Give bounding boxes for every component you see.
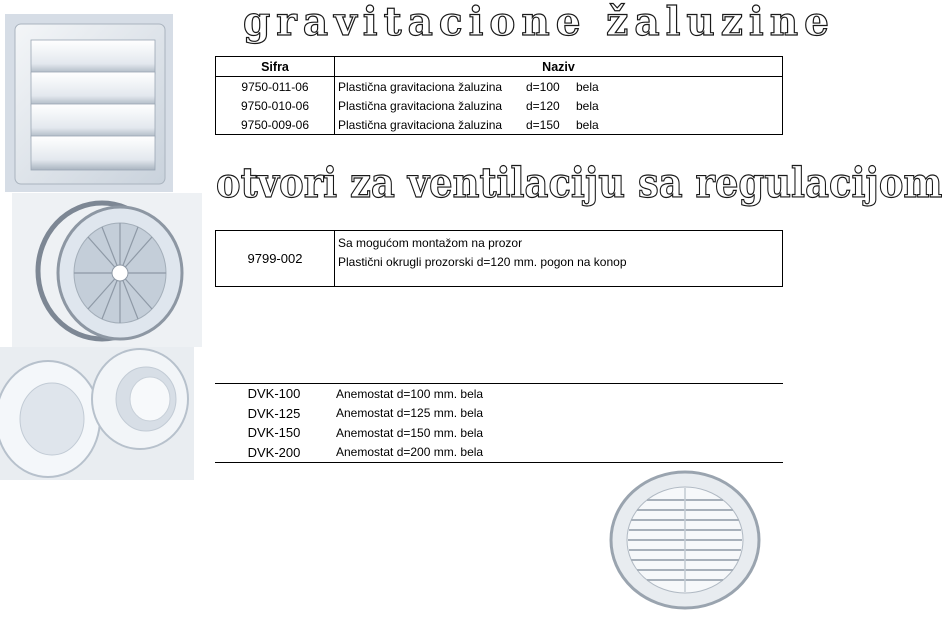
- product-dimension: d=150: [526, 117, 560, 132]
- product-code: DVK-125: [247, 405, 301, 421]
- column-header-code: Sifra: [216, 57, 335, 77]
- table-row: [216, 77, 783, 97]
- table-header-row: [216, 57, 783, 77]
- product-description: Anemostat d=125 mm. bela: [336, 406, 484, 421]
- product-name: Plastična gravitaciona žaluzina: [338, 117, 503, 132]
- product-dimension: d=100: [526, 79, 560, 94]
- product-color: bela: [576, 117, 599, 132]
- product-code: DVK-100: [247, 386, 301, 402]
- round-grille-product-image: [607, 470, 763, 610]
- anemostat-table: [215, 383, 783, 463]
- product-description: [335, 96, 783, 115]
- product-description: Anemostat d=100 mm. bela: [336, 386, 484, 401]
- table-row: [215, 384, 783, 404]
- window-vent-product-image: [12, 193, 202, 347]
- product-code: DVK-200: [247, 444, 301, 460]
- table-row: [216, 96, 783, 115]
- product-code: 9750-010-06: [216, 96, 335, 115]
- product-description: Anemostat d=150 mm. bela: [336, 425, 484, 440]
- table-row: [215, 443, 783, 463]
- louvre-product-image: [5, 14, 173, 192]
- product-description: [335, 77, 783, 97]
- table-row: [216, 231, 783, 287]
- product-description: Anemostat d=200 mm. bela: [336, 445, 484, 460]
- section-title-vents: otvori za ventilaciju sa regulacijom: [216, 159, 942, 207]
- product-code: 9750-009-06: [216, 115, 335, 135]
- product-description: [335, 231, 783, 287]
- product-color: bela: [576, 79, 599, 94]
- anemostat-product-image: [0, 347, 194, 480]
- product-name: Plastična gravitaciona žaluzina: [338, 98, 503, 113]
- product-dimension: d=120: [526, 98, 560, 113]
- product-description: [335, 115, 783, 135]
- description-line: Sa mogućom montažom na prozor: [338, 236, 523, 250]
- product-code: DVK-150: [247, 425, 301, 441]
- product-code: 9750-011-06: [216, 77, 335, 97]
- window-vent-table: [215, 230, 783, 287]
- column-header-name: Naziv: [335, 57, 783, 77]
- table-row: [215, 404, 783, 424]
- section-title-louvres: gravitacione žaluzine: [243, 0, 835, 45]
- product-name: Plastična gravitaciona žaluzina: [338, 79, 503, 94]
- description-line: Plastični okrugli prozorski d=120 mm. pogon na konop: [338, 255, 627, 269]
- product-code: 9799-002: [216, 231, 335, 287]
- table-row: [216, 115, 783, 135]
- table-row: [215, 423, 783, 443]
- product-color: bela: [576, 98, 599, 113]
- louvre-table: [215, 56, 783, 135]
